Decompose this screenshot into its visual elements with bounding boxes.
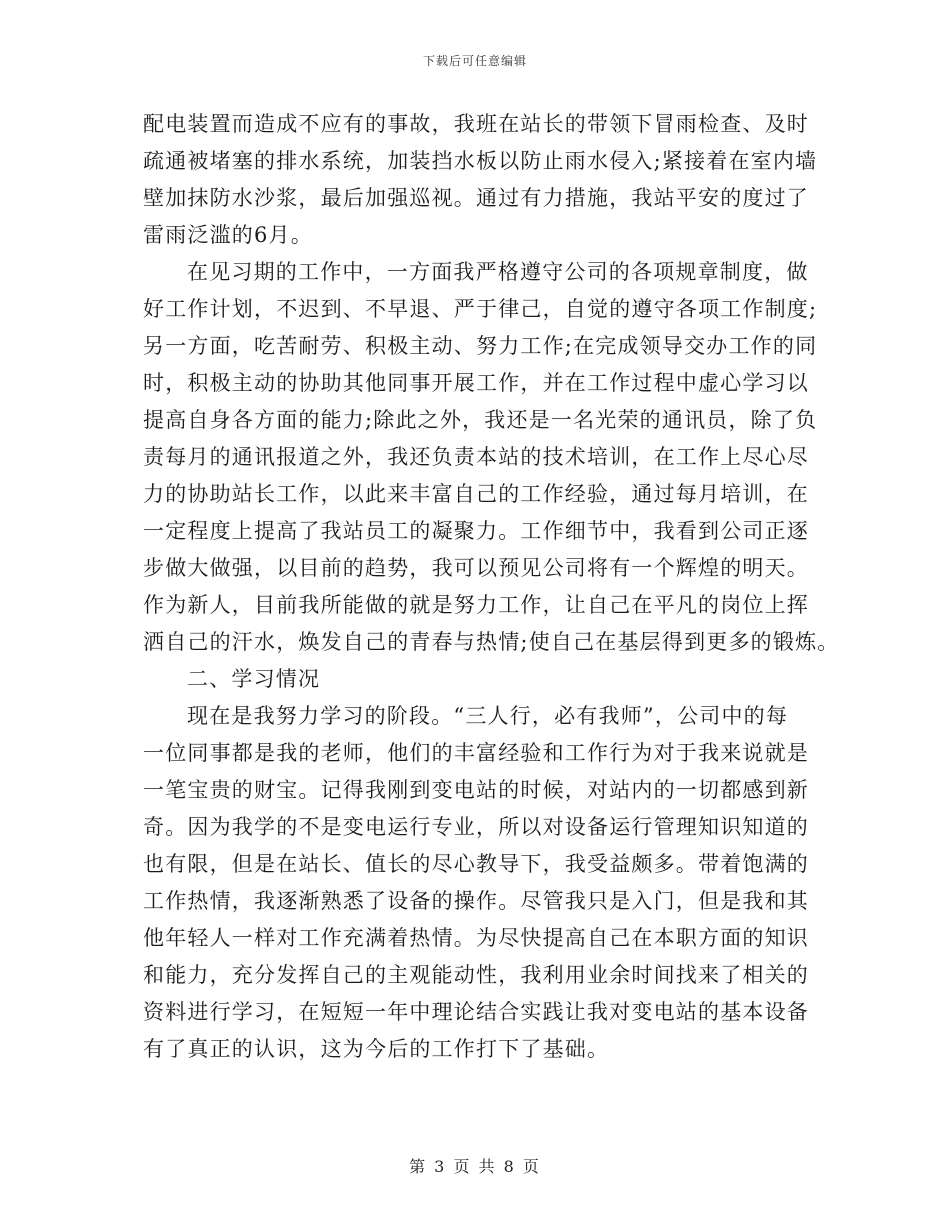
text-line: 另一方面，吃苦耐劳、积极主动、努力工作;在完成领导交办工作的同 xyxy=(143,334,818,358)
text-line: 步做大做强，以目前的趋势，我可以预见公司将有一个辉煌的明天。 xyxy=(143,556,809,580)
text-line: 力的协助站长工作，以此来丰富自己的工作经验，通过每月培训，在 xyxy=(143,482,809,506)
text-line: 疏通被堵塞的排水系统，加装挡水板以防止雨水侵入;紧接着在室内墙 xyxy=(143,149,818,173)
page-number: 第 3 页 共 8 页 xyxy=(409,1157,541,1176)
text-line: 提高自身各方面的能力;除此之外，我还是一名光荣的通讯员，除了负 xyxy=(143,408,818,432)
text-line: 一笔宝贵的财宝。记得我刚到变电站的时候，对站内的一切都感到新 xyxy=(143,778,809,802)
text-line: 雷雨泛滥的6月。 xyxy=(143,223,313,247)
text-line: 配电装置而造成不应有的事故，我班在站长的带领下冒雨检查、及时 xyxy=(143,112,809,136)
text-line: 奇。因为我学的不是变电运行专业，所以对设备运行管理知识知道的 xyxy=(143,815,809,839)
text-line: 二、学习情况 xyxy=(187,667,321,691)
text-line: 一定程度上提高了我站员工的凝聚力。工作细节中，我看到公司正逐 xyxy=(143,519,809,543)
text-line: 有了真正的认识，这为今后的工作打下了基础。 xyxy=(143,1037,610,1061)
text-line: 和能力，充分发挥自己的主观能动性，我利用业余时间找来了相关的 xyxy=(143,963,809,987)
text-line: 洒自己的汗水，焕发自己的青春与热情;使自己在基层得到更多的锻炼。 xyxy=(143,630,840,654)
text-line: 时，积极主动的协助其他同事开展工作，并在工作过程中虚心学习以 xyxy=(143,371,809,395)
text-line: 也有限，但是在站长、值长的尽心教导下，我受益颇多。带着饱满的 xyxy=(143,852,809,876)
text-line: 现在是我努力学习的阶段。“三人行，必有我师”，公司中的每 xyxy=(187,704,789,728)
text-line: 资料进行学习，在短短一年中理论结合实践让我对变电站的基本设备 xyxy=(143,1000,809,1024)
header-note: 下载后可任意编辑 xyxy=(422,54,527,68)
text-line: 作为新人，目前我所能做的就是努力工作，让自己在平凡的岗位上挥 xyxy=(143,593,809,617)
text-line: 壁加抹防水沙浆，最后加强巡视。通过有力措施，我站平安的度过了 xyxy=(143,186,809,210)
text-line: 责每月的通讯报道之外，我还负责本站的技术培训，在工作上尽心尽 xyxy=(143,445,809,469)
document-body xyxy=(143,106,840,1068)
text-line: 好工作计划，不迟到、不早退、严于律己，自觉的遵守各项工作制度; xyxy=(143,297,818,321)
text-line: 一位同事都是我的老师，他们的丰富经验和工作行为对于我来说就是 xyxy=(143,741,809,765)
text-line: 在见习期的工作中，一方面我严格遵守公司的各项规章制度，做 xyxy=(187,260,809,284)
text-line: 他年轻人一样对工作充满着热情。为尽快提高自己在本职方面的知识 xyxy=(143,926,809,950)
text-line: 工作热情，我逐渐熟悉了设备的操作。尽管我只是入门，但是我和其 xyxy=(143,889,809,913)
